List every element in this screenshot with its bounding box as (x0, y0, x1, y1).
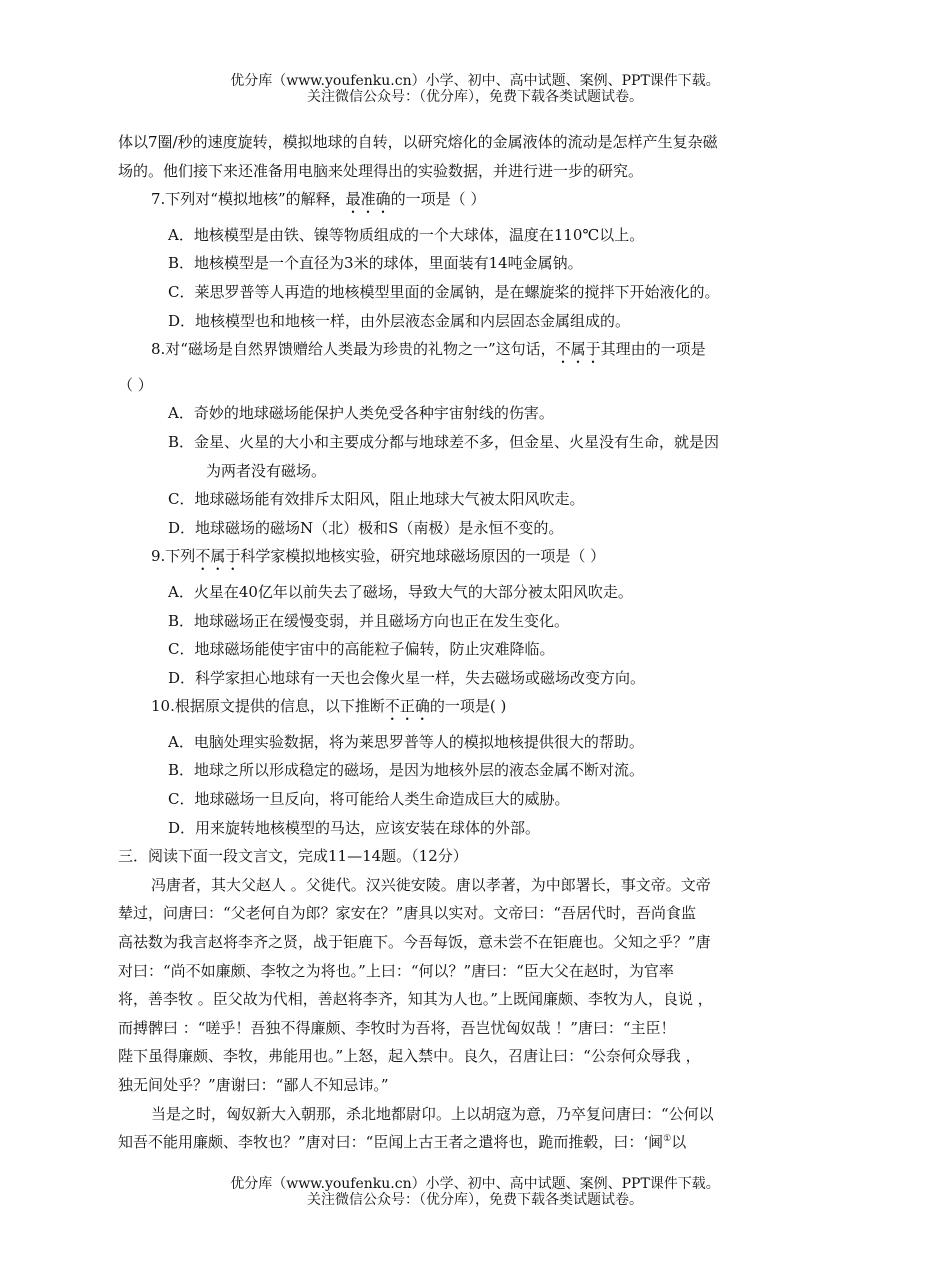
question-10-stem: 10.根据原文提供的信息，以下推断不正确的一项是( ) (151, 697, 507, 716)
classical-text-line: 对曰：“尚不如廉颇、李牧之为将也。”上曰：“何以？”唐曰：“臣大父在赵时，为官率 (118, 961, 674, 980)
question-8-stem: 8.对“磁场是自然界馈赠给人类最为珍贵的礼物之一”这句话，不属于其理由的一项是 (151, 340, 706, 359)
question-7-option-a: A．地核模型是由铁、镍等物质组成的一个大球体，温度在110℃以上。 (168, 225, 645, 244)
question-9-option-a: A．火星在40亿年以前失去了磁场，导致大气的大部分被太阳风吹走。 (168, 582, 633, 601)
question-10-option-b: B．地球之所以形成稳定的磁场，是因为地核外层的液态金属不断对流。 (168, 761, 645, 780)
question-8-option-b: B．金星、火星的大小和主要成分都与地球差不多，但金星、火星没有生命，就是因 (168, 432, 720, 451)
question-7-option-b: B．地核模型是一个直径为3米的球体，里面装有14吨金属钠。 (168, 254, 583, 273)
page-footer (0, 1176, 950, 1208)
header-line-2: 关注微信公众号：（优分库），免费下载各类试题试卷。 (307, 89, 643, 105)
classical-text-line: 独无间处乎？”唐谢曰：“鄙人不知忌讳。” (118, 1076, 389, 1094)
question-10-option-c: C．地球磁场一旦反向，将可能给人类生命造成巨大的威胁。 (168, 790, 570, 809)
emphasis-mark: 不属于 (555, 340, 601, 359)
question-8-stem-cont: （ ） (118, 375, 153, 394)
question-8-option-c: C．地球磁场能有效排斥太阳风，阻止地球大气被太阳风吹走。 (168, 490, 585, 509)
footer-line-1: 优分库（www.youfenku.cn）小学、初中、高中试题、案例、PPT课件下载。 (230, 1176, 720, 1192)
classical-text-line: 陛下虽得廉颇、李牧，弗能用也。”上怒，起入禁中。良久，召唐让曰：“公奈何众辱我 ， (118, 1047, 701, 1066)
classical-text-line: 高祛数为我言赵将李齐之贤，战于钜鹿下。今吾每饭，意未尝不在钜鹿也。父知之乎？”唐 (118, 933, 711, 952)
question-9-option-c: C．地球磁场能使宇宙中的高能粒子偏转，防止灾难降临。 (168, 640, 555, 659)
classical-text-line: 而搏髀曰 ：“嗟乎！吾独不得廉颇、李牧时为吾将，吾岂忧匈奴哉 ！”唐曰：“主臣！ (118, 1018, 676, 1037)
emphasis-mark: 最准确 (345, 190, 391, 209)
question-8-option-a: A．奇妙的地球磁场能保护人类免受各种宇宙射线的伤害。 (168, 404, 554, 423)
section-3-title: 三．阅读下面一段文言文，完成11—14题。（12分） (118, 847, 468, 866)
question-9-stem: 9.下列不属于科学家模拟地核实验，研究地球磁场原因的一项是（ ） (151, 547, 606, 566)
classical-text-line: 冯唐者，其大父赵人 。父徙代。汉兴徙安陵。唐以孝著，为中郎署长，事文帝。文帝 (151, 875, 711, 894)
question-9-option-d: D．科学家担心地球有一天也会像火星一样，失去磁场或磁场改变方向。 (168, 668, 646, 687)
classical-text-line: 将，善李牧 。臣父故为代相，善赵将李齐，知其为人也。”上既闻廉颇、李牧为人，良说 ， (118, 990, 713, 1009)
footnote-marker: ① (663, 1134, 672, 1145)
passage-line: 场的。他们接下来还准备用电脑来处理得出的实验数据，并进行进一步的研究。 (118, 161, 644, 180)
question-10-option-a: A．电脑处理实验数据，将为莱思罗普等人的模拟地核提供很大的帮助。 (168, 732, 644, 751)
page-header (0, 73, 950, 105)
classical-text-line: 辇过，问唐曰：“父老何自为郎？家安在？”唐具以实对。文帝曰：“吾居代时，吾尚食监 (118, 904, 697, 923)
classical-text-line: 知吾不能用廉颇、李牧也？”唐对曰：“臣闻上古王者之遣将也，跪而推毂，曰：‘阃①以 (118, 1133, 687, 1152)
question-10-option-d: D．用来旋转地核模型的马达，应该安装在球体的外部。 (168, 818, 541, 837)
question-7-stem: 7.下列对“模拟地核”的解释，最准确的一项是（ ） (151, 190, 486, 209)
question-8-option-d: D．地球磁场的磁场N（北）极和S（南极）是永恒不变的。 (168, 518, 564, 537)
question-7-option-d: D．地核模型也和地核一样，由外层液态金属和内层固态金属组成的。 (168, 311, 631, 330)
header-line-1: 优分库（www.youfenku.cn）小学、初中、高中试题、案例、PPT课件下载。 (230, 73, 720, 89)
question-9-option-b: B．地球磁场正在缓慢变弱，并且磁场方向也正在发生变化。 (168, 611, 570, 630)
passage-line: 体以7圈/秒的速度旋转，模拟地球的自转，以研究熔化的金属液体的流动是怎样产生复杂磁 (118, 133, 718, 151)
document-body (118, 131, 834, 1160)
classical-text-line: 当是之时，匈奴新大入朝那，杀北地都尉卬。上以胡寇为意，乃卒复问唐曰：“公何以 (151, 1104, 714, 1123)
question-7-option-c: C．莱思罗普等人再造的地核模型里面的金属钠，是在螺旋桨的搅拌下开始液化的。 (168, 282, 720, 301)
footer-line-2: 关注微信公众号：（优分库），免费下载各类试题试卷。 (307, 1192, 643, 1208)
emphasis-mark: 不属于 (195, 547, 241, 566)
question-8-option-b-cont: 为两者没有磁场。 (206, 461, 327, 480)
emphasis-mark: 不正确 (384, 697, 430, 716)
